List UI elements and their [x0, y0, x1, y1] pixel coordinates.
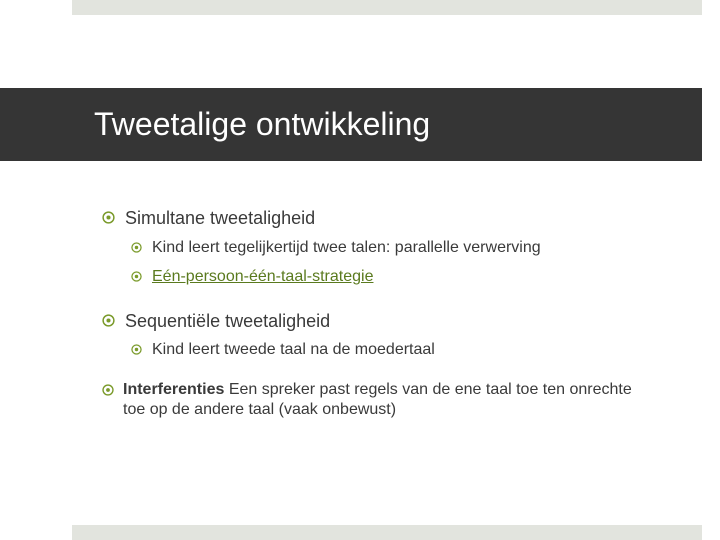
term-interferenties: Interferenties: [123, 381, 225, 398]
bullet-strategie-link[interactable]: [131, 267, 373, 287]
target-circle-icon: [102, 384, 114, 396]
bullet-text-wrap: [123, 380, 633, 420]
slide-title: Tweetalige ontwikkeling: [94, 106, 431, 142]
target-circle-icon: [131, 271, 142, 282]
bullet-text: Kind leert tegelijkertijd twee talen: parallelle verwerving: [152, 239, 541, 256]
bullet-text: Een spreker past regels van de ene taal toe ten onrechte toe op de andere taal (vaak onbewust): [123, 381, 632, 418]
bullet-text: Sequentiële tweetaligheid: [125, 311, 331, 331]
top-decorative-band: [72, 0, 702, 15]
target-circle-icon: [131, 344, 142, 355]
target-circle-icon: [131, 242, 142, 253]
bullet-sequentiele: [102, 310, 330, 332]
bullet-text: Kind leert tweede taal na de moedertaal: [152, 341, 435, 358]
target-circle-icon: [102, 211, 115, 224]
bullet-simultane: [102, 207, 315, 229]
target-circle-icon: [102, 314, 115, 327]
bullet-parallelle-verwerving: [131, 238, 541, 258]
bottom-decorative-band: [72, 525, 702, 540]
bullet-text: Simultane tweetaligheid: [125, 208, 316, 228]
bullet-interferenties: [102, 380, 633, 420]
bullet-tweede-taal: [131, 340, 435, 360]
strategie-link[interactable]: Eén-persoon-één-taal-strategie: [152, 268, 374, 285]
